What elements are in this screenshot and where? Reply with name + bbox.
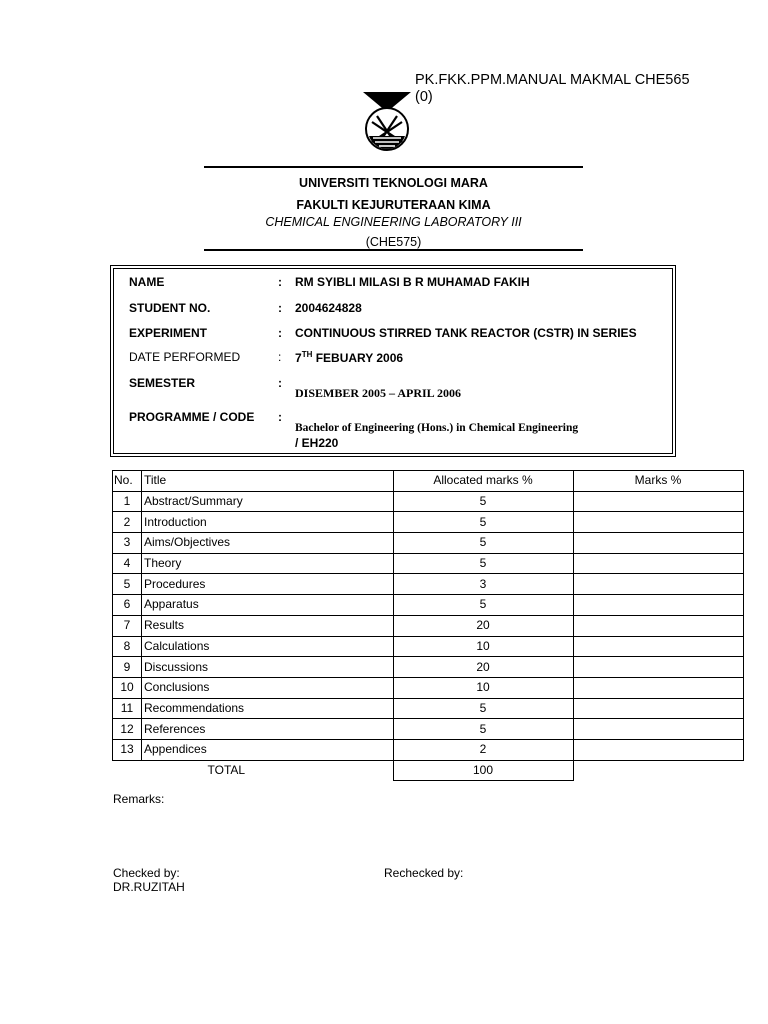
checked-by-name: DR.RUZITAH: [113, 880, 185, 894]
row-marks: [573, 595, 743, 616]
table-row: [113, 636, 744, 657]
row-allocated-marks: 10: [393, 677, 573, 698]
row-marks: [573, 636, 743, 657]
course-code: (CHE575): [365, 235, 422, 249]
row-title: Calculations: [142, 636, 394, 657]
row-number: 7: [113, 615, 142, 636]
document-reference: PK.FKK.PPM.MANUAL MAKMAL CHE565: [415, 72, 690, 88]
date-performed-label: DATE PERFORMED: [129, 350, 241, 364]
row-title: Recommendations: [142, 698, 394, 719]
table-row: [113, 512, 744, 533]
remarks-label: Remarks:: [113, 792, 165, 806]
faculty-name: FAKULTI KEJURUTERAAN KIMA: [296, 198, 491, 212]
row-allocated-marks: 2: [393, 739, 573, 760]
marks-table: [112, 470, 744, 781]
row-title: References: [142, 719, 394, 740]
header-bottom-rule: [204, 249, 583, 251]
row-marks: [573, 719, 743, 740]
row-number: 6: [113, 595, 142, 616]
row-number: 4: [113, 553, 142, 574]
row-number: 3: [113, 533, 142, 554]
table-row: [113, 595, 744, 616]
university-name: UNIVERSITI TEKNOLOGI MARA: [299, 176, 488, 190]
row-marks: [573, 553, 743, 574]
programme-value-line2: / EH220: [295, 436, 339, 450]
total-label: TOTAL: [207, 763, 246, 778]
date-performed-value: [295, 350, 403, 365]
row-number: 1: [113, 491, 142, 512]
semester-label: SEMESTER: [129, 376, 196, 390]
checked-by-label: Checked by:: [113, 866, 180, 880]
table-row: [113, 657, 744, 678]
row-allocated-marks: 10: [393, 636, 573, 657]
experiment-value: CONTINUOUS STIRRED TANK REACTOR (CSTR) IN SERIES: [295, 326, 637, 340]
row-allocated-marks: 5: [393, 533, 573, 554]
row-allocated-marks: 20: [393, 615, 573, 636]
student-no-colon: :: [278, 301, 282, 315]
row-allocated-marks: 5: [393, 595, 573, 616]
date-suffix: TH: [301, 350, 313, 359]
table-total-row: [113, 760, 744, 781]
row-marks: [573, 491, 743, 512]
row-number: 11: [113, 698, 142, 719]
row-number: 12: [113, 719, 142, 740]
student-no-value: 2004624828: [295, 301, 362, 315]
row-title: Apparatus: [142, 595, 394, 616]
table-row: [113, 553, 744, 574]
date-performed-colon: :: [278, 350, 282, 364]
row-allocated-marks: 5: [393, 553, 573, 574]
date-day: 7: [295, 351, 302, 365]
programme-label: PROGRAMME / CODE: [129, 410, 255, 424]
table-row: [113, 533, 744, 554]
row-marks: [573, 533, 743, 554]
table-header-row: [113, 471, 744, 492]
row-number: 13: [113, 739, 142, 760]
row-allocated-marks: 5: [393, 512, 573, 533]
row-number: 2: [113, 512, 142, 533]
table-row: [113, 615, 744, 636]
header-top-rule: [204, 166, 583, 168]
row-title: Procedures: [142, 574, 394, 595]
name-value: RM SYIBLI MILASI B R MUHAMAD FAKIH: [295, 275, 530, 289]
table-row: [113, 574, 744, 595]
row-title: Discussions: [142, 657, 394, 678]
row-title: Abstract/Summary: [142, 491, 394, 512]
experiment-label: EXPERIMENT: [129, 326, 208, 340]
row-allocated-marks: 20: [393, 657, 573, 678]
name-colon: :: [278, 275, 282, 289]
row-title: Appendices: [142, 739, 394, 760]
document-reference-overflow: (0): [415, 89, 433, 105]
row-title: Aims/Objectives: [142, 533, 394, 554]
table-row: [113, 491, 744, 512]
table-row: [113, 677, 744, 698]
row-marks: [573, 574, 743, 595]
rechecked-by-label: Rechecked by:: [384, 866, 464, 880]
header-no: No.: [113, 471, 142, 492]
row-marks: [573, 739, 743, 760]
row-title: Theory: [142, 553, 394, 574]
semester-colon: :: [278, 376, 282, 390]
lab-name: CHEMICAL ENGINEERING LABORATORY III: [265, 215, 522, 229]
total-value: 100: [393, 760, 573, 781]
row-number: 5: [113, 574, 142, 595]
programme-value-line1: Bachelor of Engineering (Hons.) in Chemical Engineering: [295, 422, 579, 434]
table-row: [113, 719, 744, 740]
row-allocated-marks: 5: [393, 698, 573, 719]
row-marks: [573, 677, 743, 698]
table-row: [113, 698, 744, 719]
row-title: Introduction: [142, 512, 394, 533]
row-number: 9: [113, 657, 142, 678]
experiment-colon: :: [278, 326, 282, 340]
header-marks: Marks %: [573, 471, 743, 492]
programme-colon: :: [278, 410, 282, 424]
table-row: [113, 739, 744, 760]
header-title: Title: [142, 471, 394, 492]
header-allocated-marks: Allocated marks %: [393, 471, 573, 492]
university-logo: [363, 92, 411, 154]
row-allocated-marks: 5: [393, 719, 573, 740]
row-number: 8: [113, 636, 142, 657]
student-no-label: STUDENT NO.: [129, 301, 211, 315]
name-label: NAME: [129, 275, 165, 289]
row-marks: [573, 698, 743, 719]
row-marks: [573, 615, 743, 636]
row-marks: [573, 657, 743, 678]
row-allocated-marks: 3: [393, 574, 573, 595]
row-marks: [573, 512, 743, 533]
row-allocated-marks: 5: [393, 491, 573, 512]
row-number: 10: [113, 677, 142, 698]
row-title: Results: [142, 615, 394, 636]
row-title: Conclusions: [142, 677, 394, 698]
date-month-year: FEBUARY 2006: [312, 351, 404, 365]
semester-value: DISEMBER 2005 – APRIL 2006: [295, 386, 462, 400]
